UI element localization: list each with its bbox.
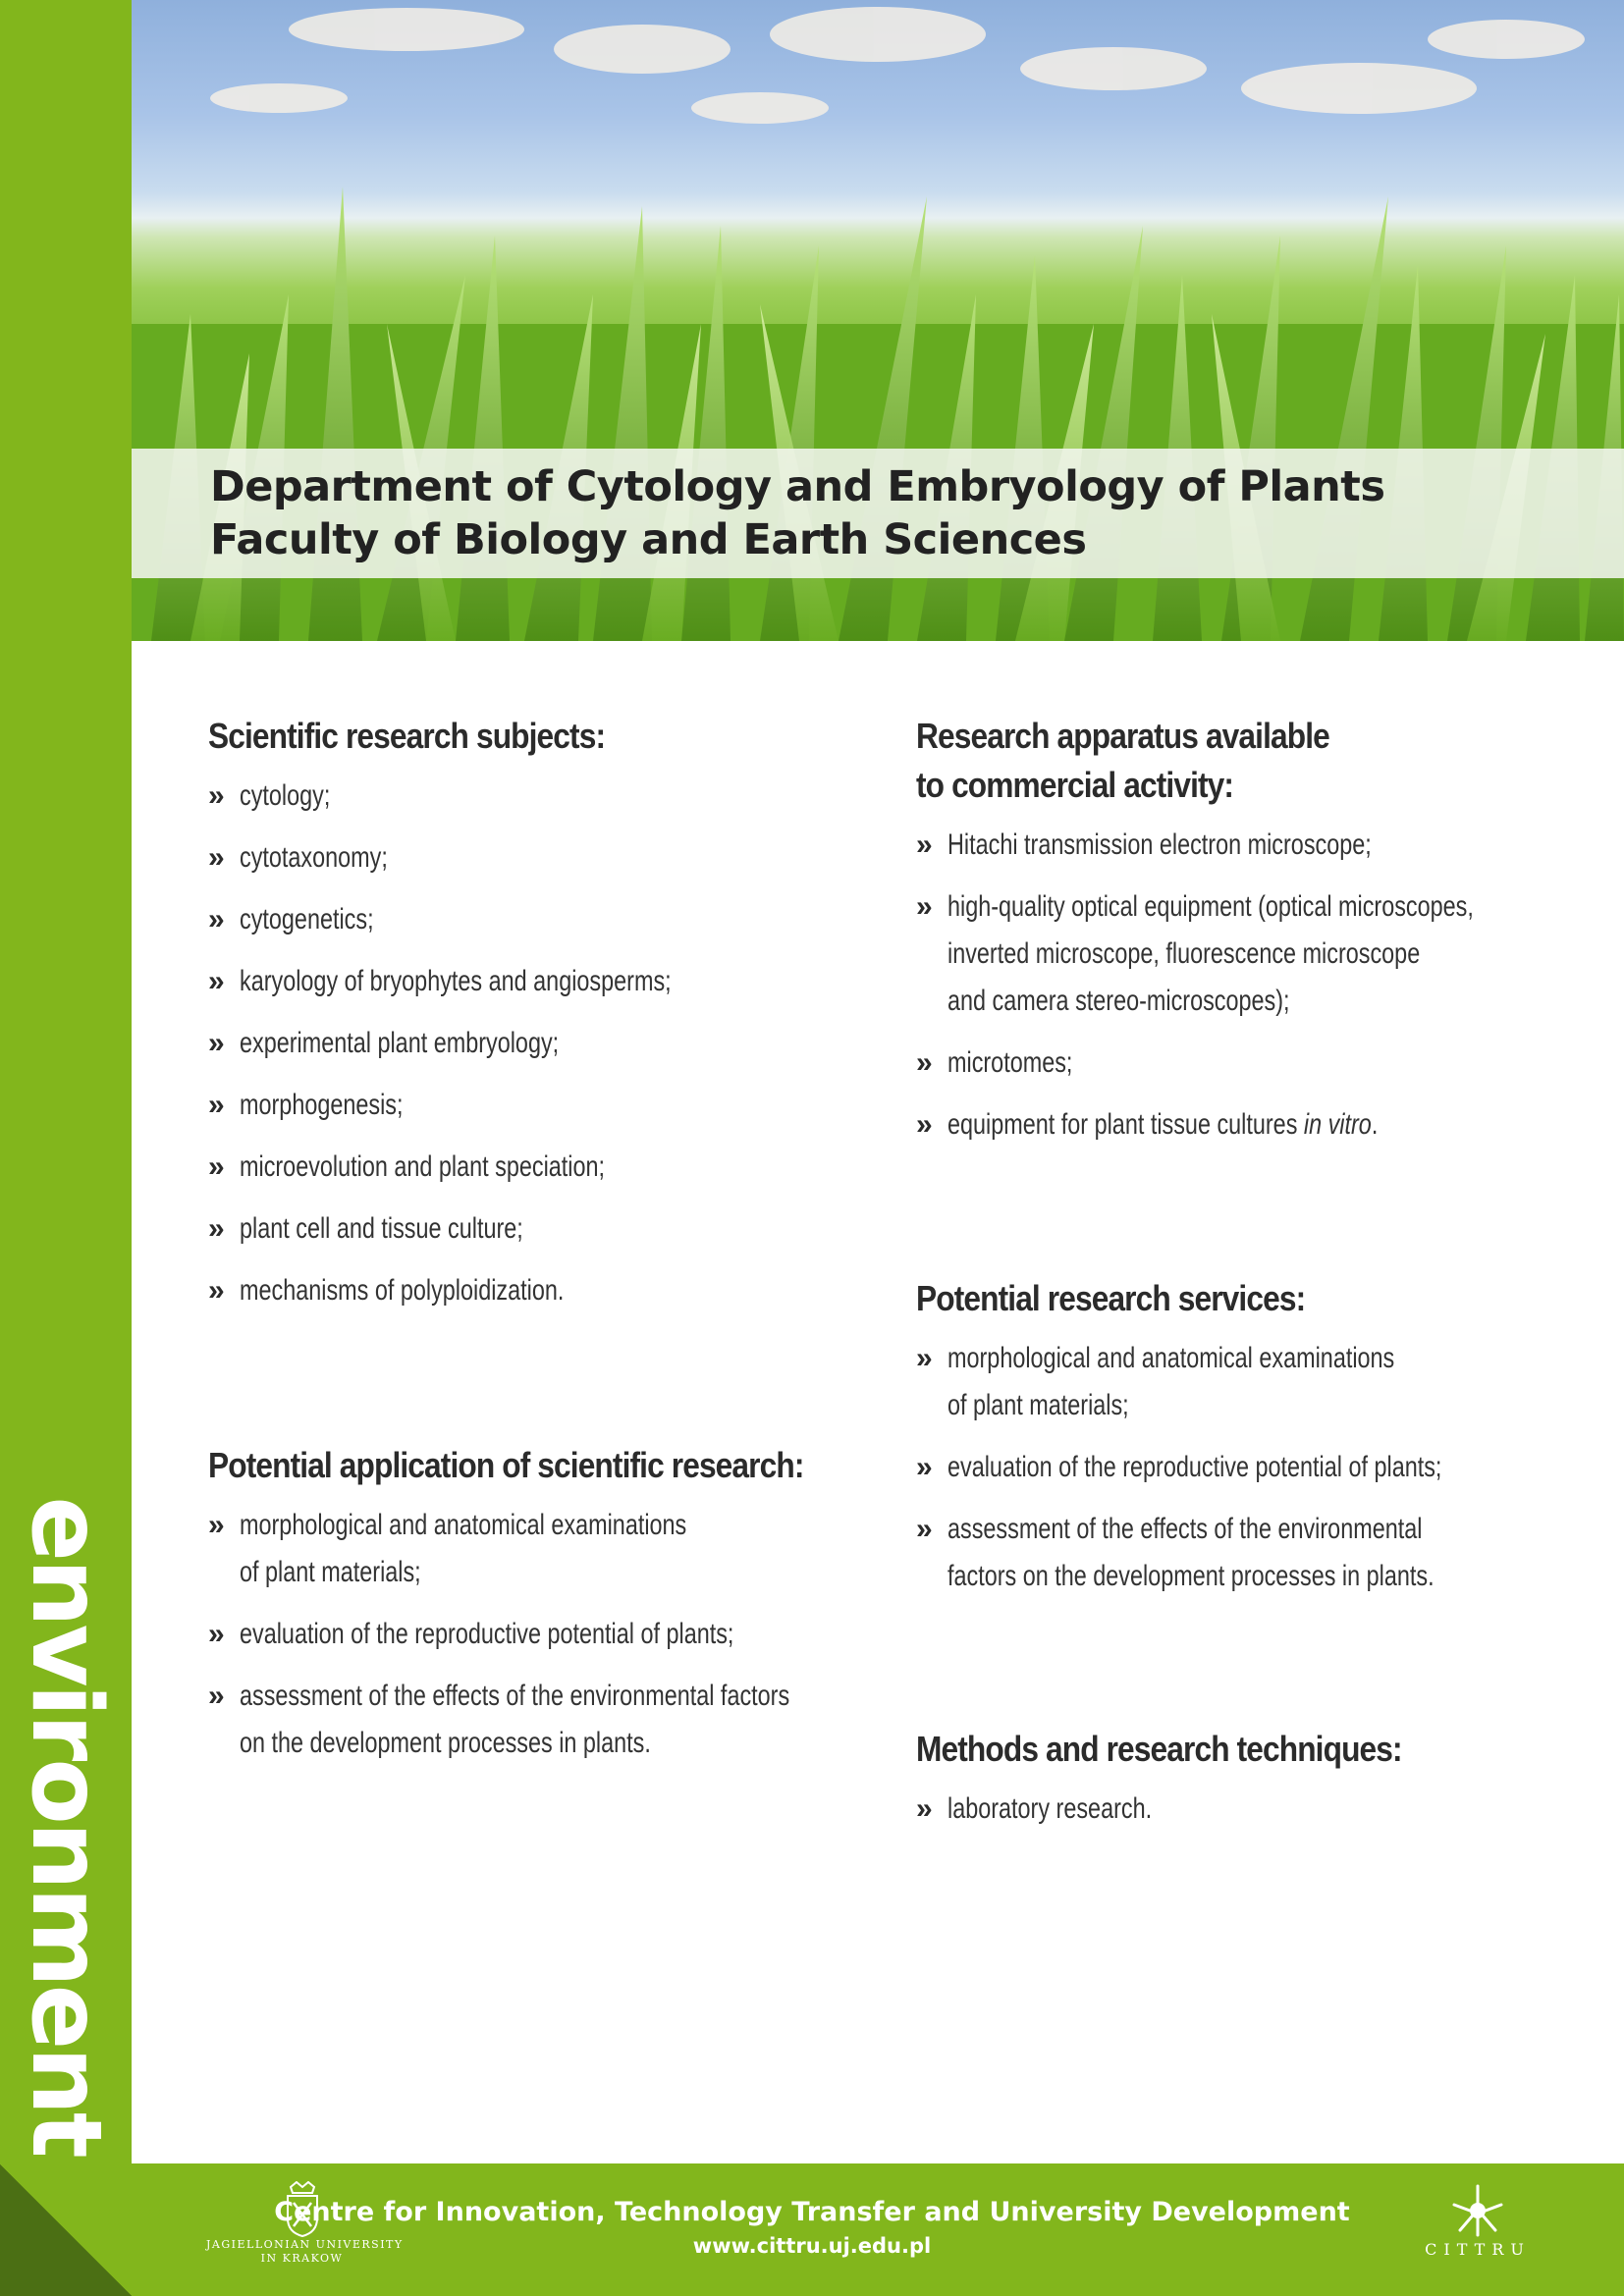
university-name: JAGIELLONIAN UNIVERSITY <box>206 2238 404 2251</box>
university-city: IN KRAKOW <box>260 2252 344 2265</box>
list-item: » mechanisms of polyploidization. <box>208 1267 895 1314</box>
list-item: » morphogenesis; <box>208 1082 895 1129</box>
cittru-logo <box>1404 2183 1551 2281</box>
section-research-services <box>916 1274 1603 1615</box>
list-item: » laboratory research. <box>916 1786 1603 1833</box>
side-strip <box>0 0 132 2163</box>
list-item: » microevolution and plant speciation; <box>208 1144 895 1191</box>
section-heading: Methods and research techniques: <box>916 1729 1402 1769</box>
side-category-label: environment <box>10 1496 122 2156</box>
list-item: » plant cell and tissue culture; <box>208 1205 895 1253</box>
bullet-icon: » <box>208 1509 225 1541</box>
list-item: » equipment for plant tissue cultures in vitro. <box>916 1101 1603 1148</box>
bullet-list <box>208 773 895 1314</box>
website-link[interactable]: www.cittru.uj.edu.pl <box>692 2234 932 2258</box>
cittru-wordmark: CITTRU <box>1425 2240 1531 2259</box>
bullet-list <box>916 1786 1603 1833</box>
section-heading: Scientific research subjects: <box>208 716 606 756</box>
footer-corner-decoration <box>0 2163 132 2296</box>
list-item: » morphological and anatomical examinations of plant materials; <box>208 1502 895 1596</box>
bullet-icon: » <box>916 1108 933 1141</box>
section-research-subjects <box>208 712 895 1329</box>
page-subtitle: Faculty of Biology and Earth Sciences <box>210 515 1087 564</box>
bullet-list <box>916 1335 1603 1600</box>
bullet-icon: » <box>208 903 225 935</box>
list-item: » Hitachi transmission electron microscope; <box>916 822 1603 869</box>
bullet-icon: » <box>916 1342 933 1374</box>
section-research-apparatus <box>916 712 1603 1163</box>
bullet-icon: » <box>916 1451 933 1483</box>
footer <box>0 2163 1624 2296</box>
list-item: » cytogenetics; <box>208 896 895 943</box>
list-item: » evaluation of the reproductive potential of plants; <box>916 1444 1603 1491</box>
centre-name: Centre for Innovation, Technology Transfer and University Development <box>274 2197 1350 2227</box>
section-methods <box>916 1725 1603 1847</box>
bullet-icon: » <box>208 1089 225 1121</box>
bullet-icon: » <box>916 890 933 923</box>
star-cell-icon <box>1450 2183 1505 2238</box>
bullet-icon: » <box>208 1027 225 1059</box>
bullet-icon: » <box>208 1150 225 1183</box>
bullet-icon: » <box>916 828 933 861</box>
section-heading: Potential research services: <box>916 1278 1306 1318</box>
bullet-icon: » <box>208 1274 225 1307</box>
bullet-icon: » <box>916 1792 933 1825</box>
hero-banner <box>132 0 1624 641</box>
bullet-icon: » <box>916 1046 933 1079</box>
list-item: » morphological and anatomical examinations of plant materials; <box>916 1335 1603 1429</box>
page-title: Department of Cytology and Embryology of Plants <box>210 462 1385 511</box>
list-item: » karyology of bryophytes and angiosperms; <box>208 958 895 1005</box>
list-item: » cytology; <box>208 773 895 820</box>
list-item: » experimental plant embryology; <box>208 1020 895 1067</box>
list-item: » assessment of the effects of the environmental factors on the development processes in plants. <box>208 1673 895 1767</box>
bullet-icon: » <box>208 965 225 997</box>
bullet-icon: » <box>208 1680 225 1712</box>
list-item: » evaluation of the reproductive potential of plants; <box>208 1611 895 1658</box>
list-item: » high-quality optical equipment (optical microscopes, inverted microscope, fluorescence microscope and camera stereo-microscopes); <box>916 883 1603 1025</box>
bullet-list <box>916 822 1603 1148</box>
bullet-icon: » <box>208 779 225 812</box>
section-heading: Potential application of scientific research: <box>208 1445 804 1485</box>
bullet-icon: » <box>208 841 225 874</box>
section-heading: Research apparatus available to commercial activity: <box>916 716 1329 805</box>
list-item: » assessment of the effects of the environmental factors on the development processes in plants. <box>916 1506 1603 1600</box>
bullet-list <box>208 1502 895 1767</box>
list-item: » cytotaxonomy; <box>208 834 895 881</box>
bullet-icon: » <box>208 1212 225 1245</box>
list-item: » microtomes; <box>916 1040 1603 1087</box>
bullet-icon: » <box>916 1513 933 1545</box>
section-potential-application <box>208 1441 895 1782</box>
title-band <box>132 449 1624 578</box>
bullet-icon: » <box>208 1618 225 1650</box>
